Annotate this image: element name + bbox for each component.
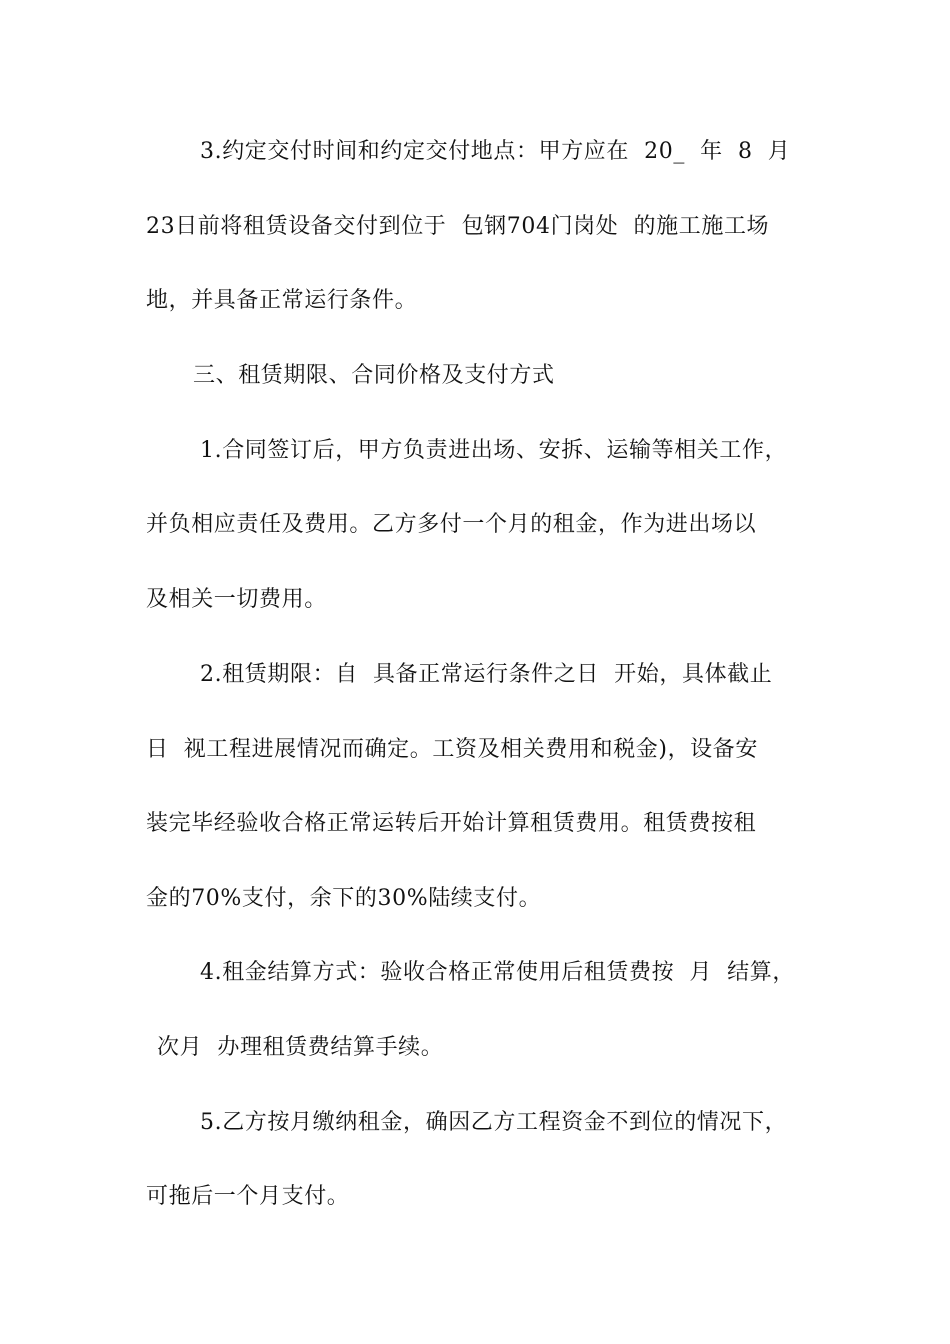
text-line: 2.租赁期限：自 具备正常运行条件之日 开始，具体截止 — [200, 662, 773, 687]
text-line: 次月 办理租赁费结算手续。 — [157, 1035, 444, 1060]
text-line: 4.租金结算方式：验收合格正常使用后租赁费按 月 结算， — [200, 960, 795, 985]
text-line: 日 视工程进展情况而确定。工资及相关费用和税金)，设备安 — [146, 737, 758, 762]
text-line: 1.合同签订后，甲方负责进出场、安拆、运输等相关工作， — [200, 438, 788, 463]
text-line: 3.约定交付时间和约定交付地点：甲方应在 20_ 年 8 月 — [200, 139, 791, 164]
text-line: 并负相应责任及费用。乙方多付一个月的租金，作为进出场以 — [146, 512, 757, 537]
text-line: 及相关一切费用。 — [146, 587, 327, 612]
section-heading: 三、租赁期限、合同价格及支付方式 — [193, 363, 555, 388]
text-line: 5.乙方按月缴纳租金，确因乙方工程资金不到位的情况下， — [200, 1110, 788, 1135]
text-line: 装完毕经验收合格正常运转后开始计算租赁费用。租赁费按租 — [146, 811, 757, 836]
text-line: 可拖后一个月支付。 — [146, 1184, 350, 1209]
text-line: 23日前将租赁设备交付到位于 包钢704门岗处 的施工施工场 — [146, 214, 770, 239]
text-line: 地，并具备正常运行条件。 — [146, 288, 418, 313]
text-line: 金的70%支付，余下的30%陆续支付。 — [146, 886, 542, 911]
